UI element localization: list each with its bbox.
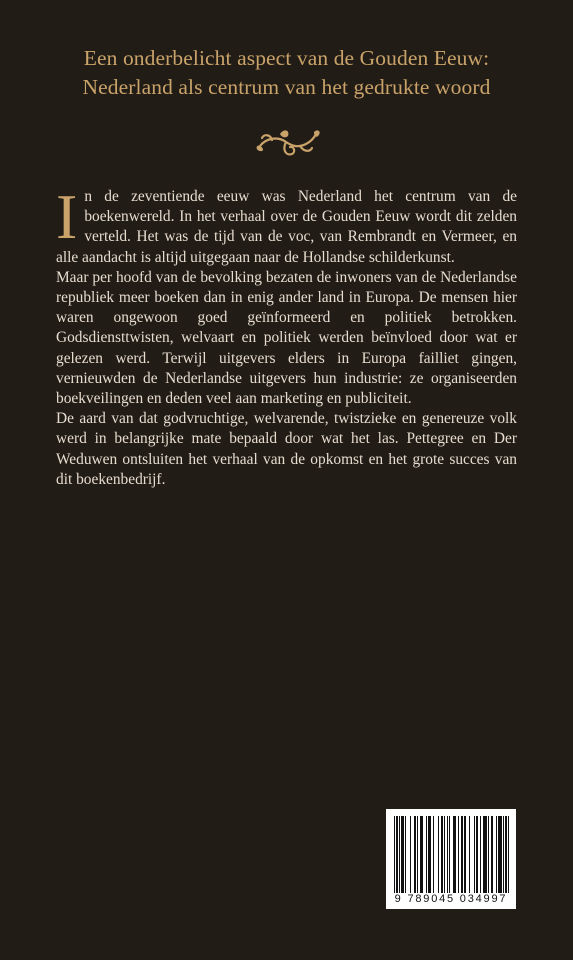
blurb-text bbox=[56, 181, 517, 490]
drop-cap: I bbox=[56, 181, 78, 252]
headline-line-2: Nederland als centrum van het gedrukte woord bbox=[82, 75, 491, 99]
fleuron-ornament-icon bbox=[252, 124, 322, 164]
paragraph-1 bbox=[56, 181, 517, 268]
barcode-bars bbox=[394, 816, 510, 893]
headline-line-1: Een onderbelicht aspect van de Gouden Eeuw: bbox=[83, 46, 490, 70]
paragraph-3: De aard van dat godvruchtige, welvarende, twistzieke en genereuze volk werd in belangrijke mate bepaald door wat het las. Pettegree en Der Weduwen ontsluiten het verhaal van de opkomst en het grote succes van dit boekenbedrijf. bbox=[56, 410, 517, 488]
back-cover-headline bbox=[0, 44, 573, 102]
isbn-number: 9 789045 034997 bbox=[394, 893, 508, 905]
isbn-barcode bbox=[386, 809, 516, 909]
paragraph-2: Maar per hoofd van de bevolking bezaten de inwoners van de Nederlandse republiek meer boeken dan in enig ander land in Europa. De mensen hier waren ongewoon goed geïnformeerd en politiek betrokken. Godsdiensttwisten, welvaart en politiek werden beïnvloed door wat er gelezen werd. Terwijl uitgevers elders in Europa failliet gingen, vernieuwden de Nederlandse uitgevers hun industrie: ze organiseerden boekveilingen en deden veel aan marketing en publiciteit. bbox=[56, 268, 517, 408]
paragraph-1-text: n de zeventiende eeuw was Nederland het centrum van de boekenwereld. In het verhaal over de Gouden Eeuw wordt dit zelden verteld. Het was de tijd van de voc, van Rembrandt en Vermeer, en alle aandacht is altijd uitgegaan naar de Hollandse schilderkunst. bbox=[56, 188, 517, 266]
